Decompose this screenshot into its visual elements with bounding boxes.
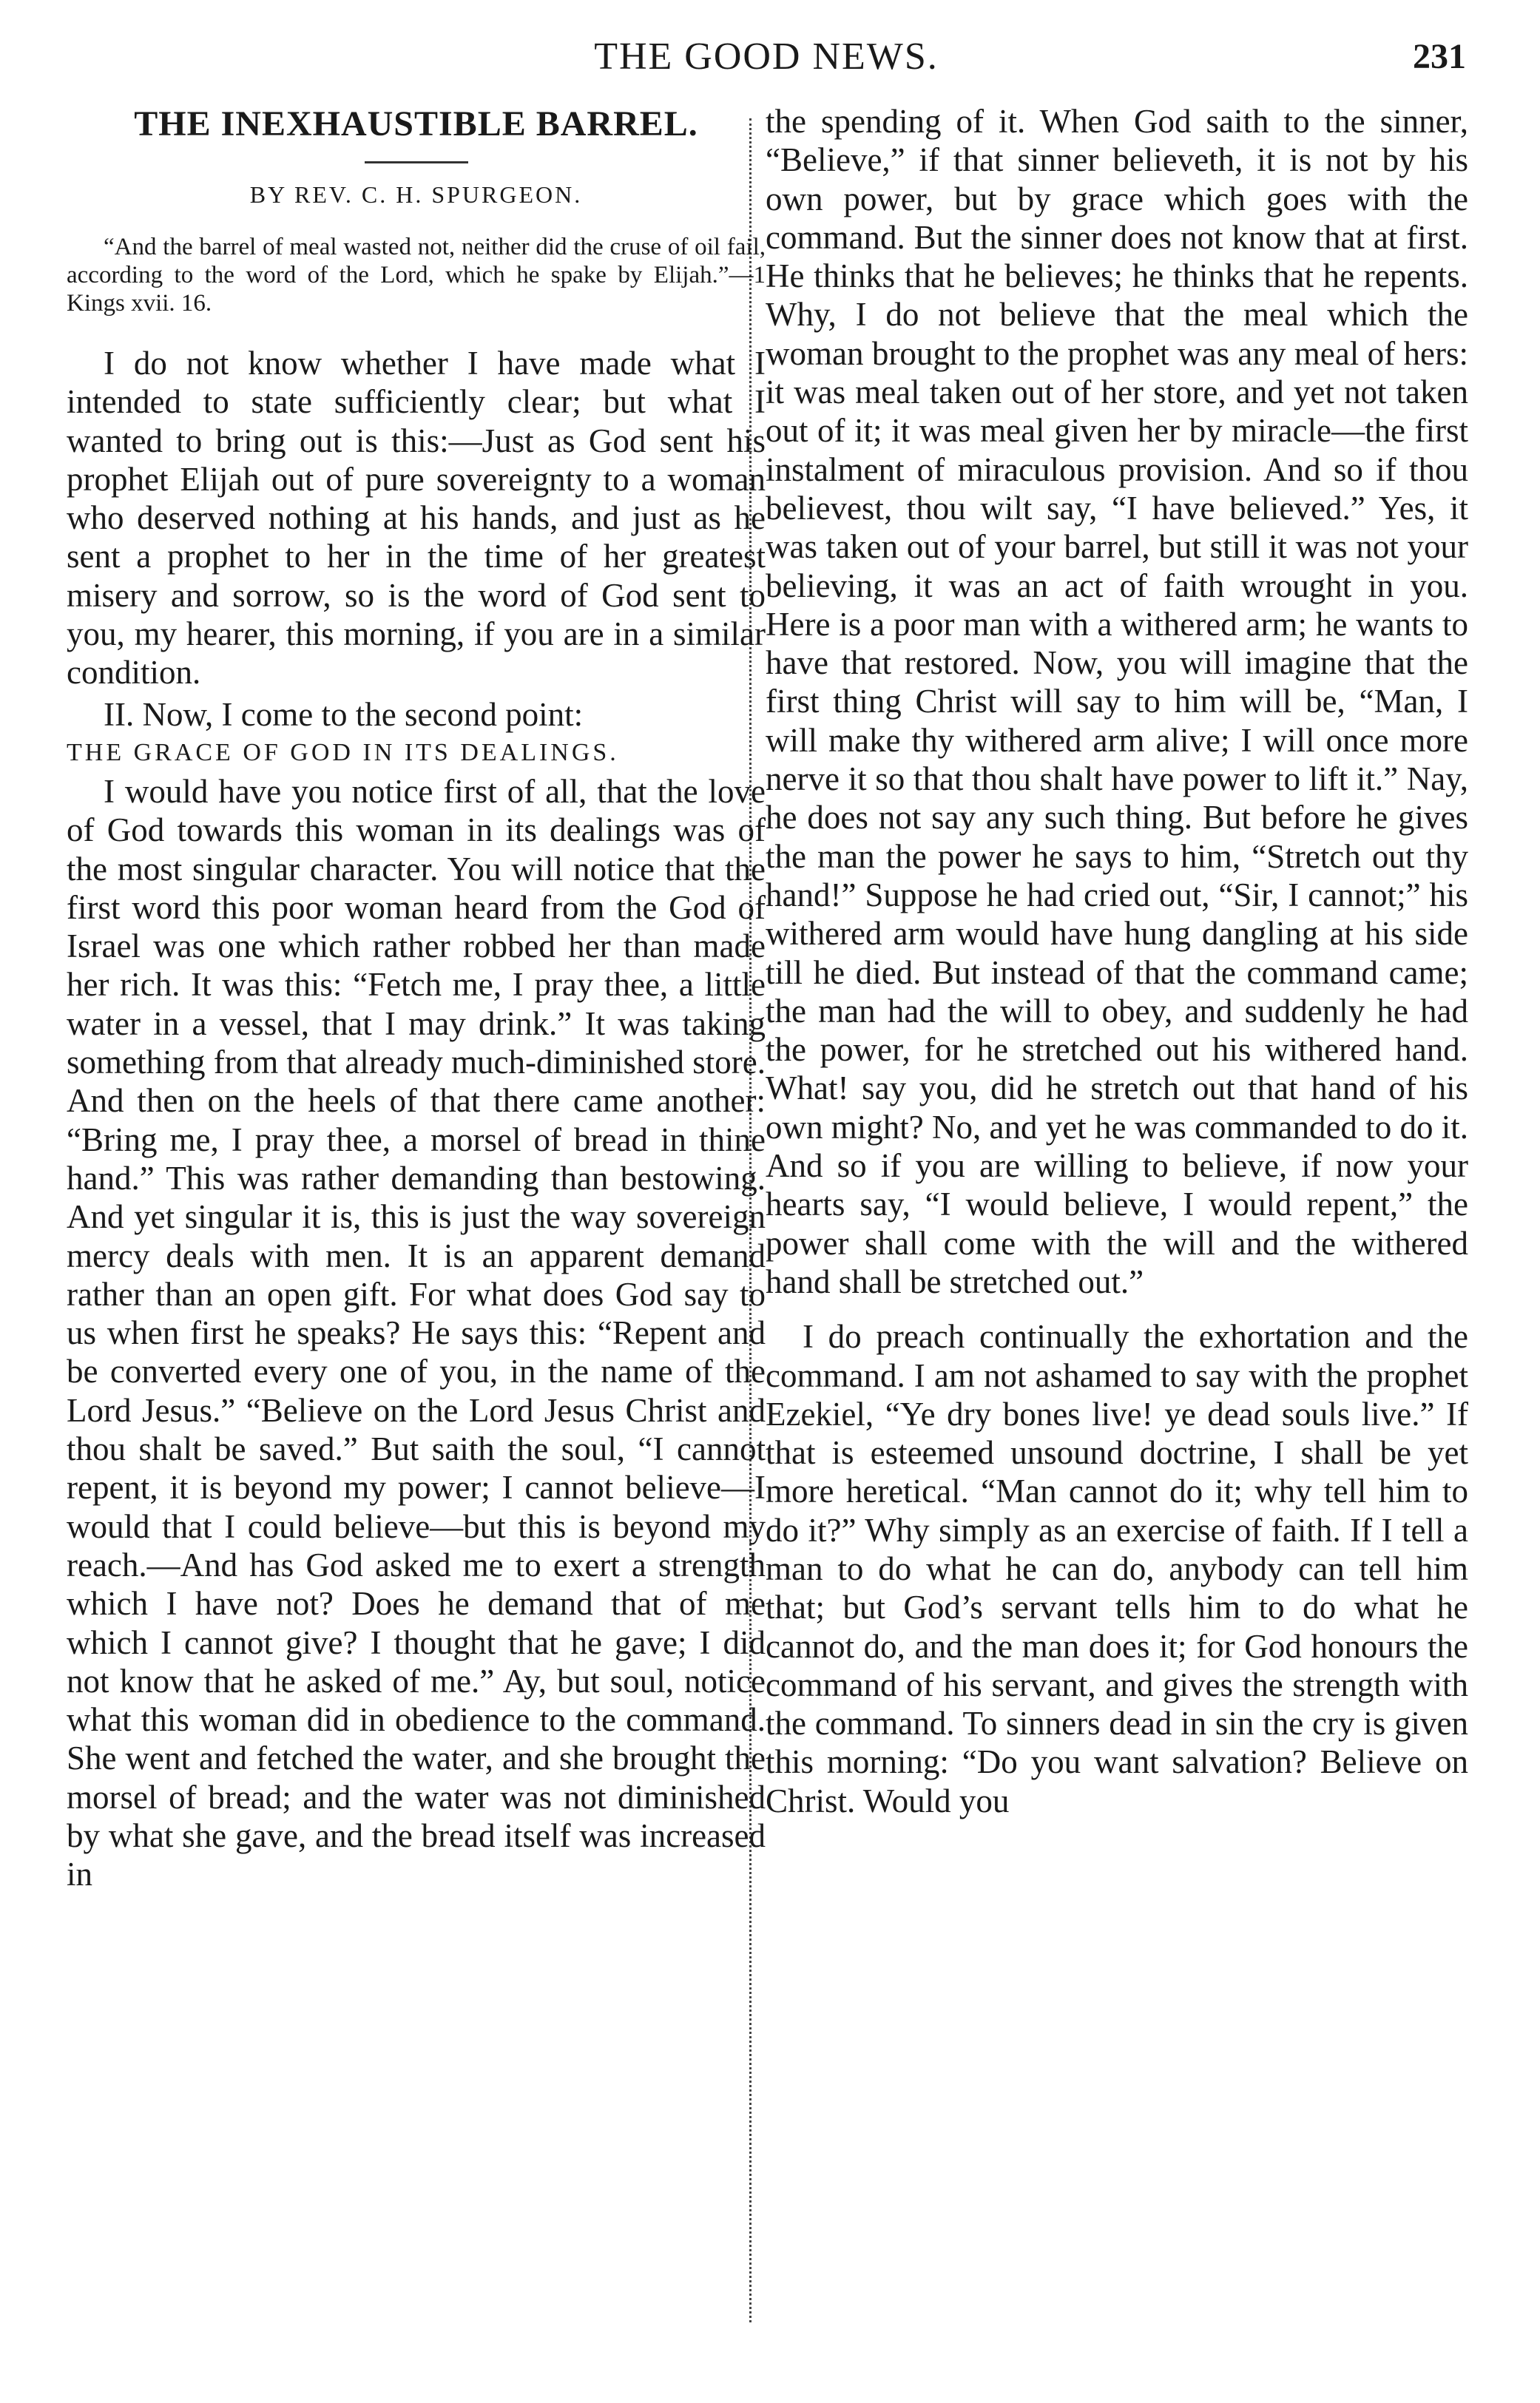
paragraph: I do preach continually the exhortation and the command. I am not ashamed to say with the prophet Ezekiel, “Ye dry bones live! ye dead souls live.” If that is esteemed unsound doctrine, I shall be yet more heretical. “Man cannot do it; why tell him to do it?” Why simply as an exercise of faith. If I tell a man to do what he can do, anybody can tell him that; but God’s servant tells him to do what he cannot do, and the man does it; for God honours the command of his servant, and gives the strength with the command. To sinners dead in sin the cry is given this morning: “Do you want salvation? Believe on Christ. Would you [766, 1318, 1468, 1819]
epigraph: “And the barrel of meal wasted not, neither did the cruse of oil fail, according to the word of the Lord, which he spake by Elijah.”—1 Kings xvii. 16. [67, 234, 766, 317]
page-number: 231 [1413, 37, 1466, 76]
paragraph: II. Now, I come to the second point: [104, 695, 584, 733]
paragraph: the spending of it. When God saith to the sinner, “Believe,” if that sinner believeth, it is not by his own power, but by grace which goes with the command. But the sinner does not know that at first. He thinks that he believes; he thinks that he repents. Why, I do not believe that the meal which the woman brought to the prophet was any meal of hers: it was meal taken out of her store, and yet not taken out of it; it was meal given her by miracle—the first instalment of miraculous provision. And so if thou believest, thou wilt say, “I have believed.” Yes, it was taken out of your barrel, but still it was not your believing, it was an act of faith wrought in you. Here is a poor man with a withered arm; he wants to have that restored. Now, you will imagine that the first thing Christ will say to him will be, “Man, I will make thy withered arm alive; I will once more nerve it so that thou shalt have power to lift it.” Nay, he does not say any such thing. But before he gives the man the power he says to him, “Stretch out thy hand!” Suppose he had cried out, “Sir, I cannot;” his withered arm would have hung dangling at his side till he died. But instead of that the command came; the man had the will to obey, and suddenly he had the power, for he stretched out his withered hand. What! say you, did he stretch out that hand of his own might? No, and yet he was commanded to do it. And so if you are willing to believe, if now your hearts say, “I would believe, I would repent,” the power shall come with the will and the withered hand shall be stretched out.” [766, 103, 1468, 1300]
publication-title: THE GOOD NEWS. [594, 36, 939, 78]
article-title: THE INEXHAUSTIBLE BARREL. [134, 104, 698, 143]
paragraph: I would have you notice first of all, that the love of God towards this woman in its dealings was of the most singular character. You will notice that the first word this poor woman heard from the God of Israel was one which rather robbed her than made her rich. It was this: “Fetch me, I pray thee, a little water in a vessel, that I may drink.” It was taking something from that already much-diminished store. And then on the heels of that there came another: “Bring me, I pray thee, a morsel of bread in thine hand.” This was rather demanding than bestowing. And yet singular it is, this is just the way sovereign mercy deals with men. It is an apparent demand rather than an open gift. For what does God say to us when first he speaks? He says this: “Repent and be converted every one of you, in the name of the Lord Jesus.” “Believe on the Lord Jesus Christ and thou shalt be saved.” But saith the soul, “I cannot repent, it is beyond my power; I cannot believe—I would that I could believe—but this is beyond my reach.—And has God asked me to exert a strength which I have not? Does he demand that of me which I cannot give? I thought that he gave; I did not know that he asked of me.” Ay, but soul, notice what this woman did in obedience to the command. She went and fetched the water, and she brought the morsel of bread; and the water was not diminished by what she gave, and the bread itself was increased in [67, 772, 766, 1893]
running-head [67, 31, 1466, 83]
right-column [766, 102, 1468, 2365]
byline: BY REV. C. H. SPURGEON. [249, 181, 583, 208]
paragraph: I do not know whether I have made what I intended to state sufficiently clear; but what I wanted to bring out is this:—Just as God sent his prophet Elijah out of pure sovereignty to a woman who deserved nothing at his hands, and just as he sent a prophet to her in the time of her greatest misery and sorrow, so is the word of God sent to you, my hearer, this morning, if you are in a similar condition. [67, 345, 766, 692]
section-heading: THE GRACE OF GOD IN ITS DEALINGS. [67, 738, 619, 766]
title-rule [365, 161, 468, 163]
left-column [67, 102, 766, 2365]
